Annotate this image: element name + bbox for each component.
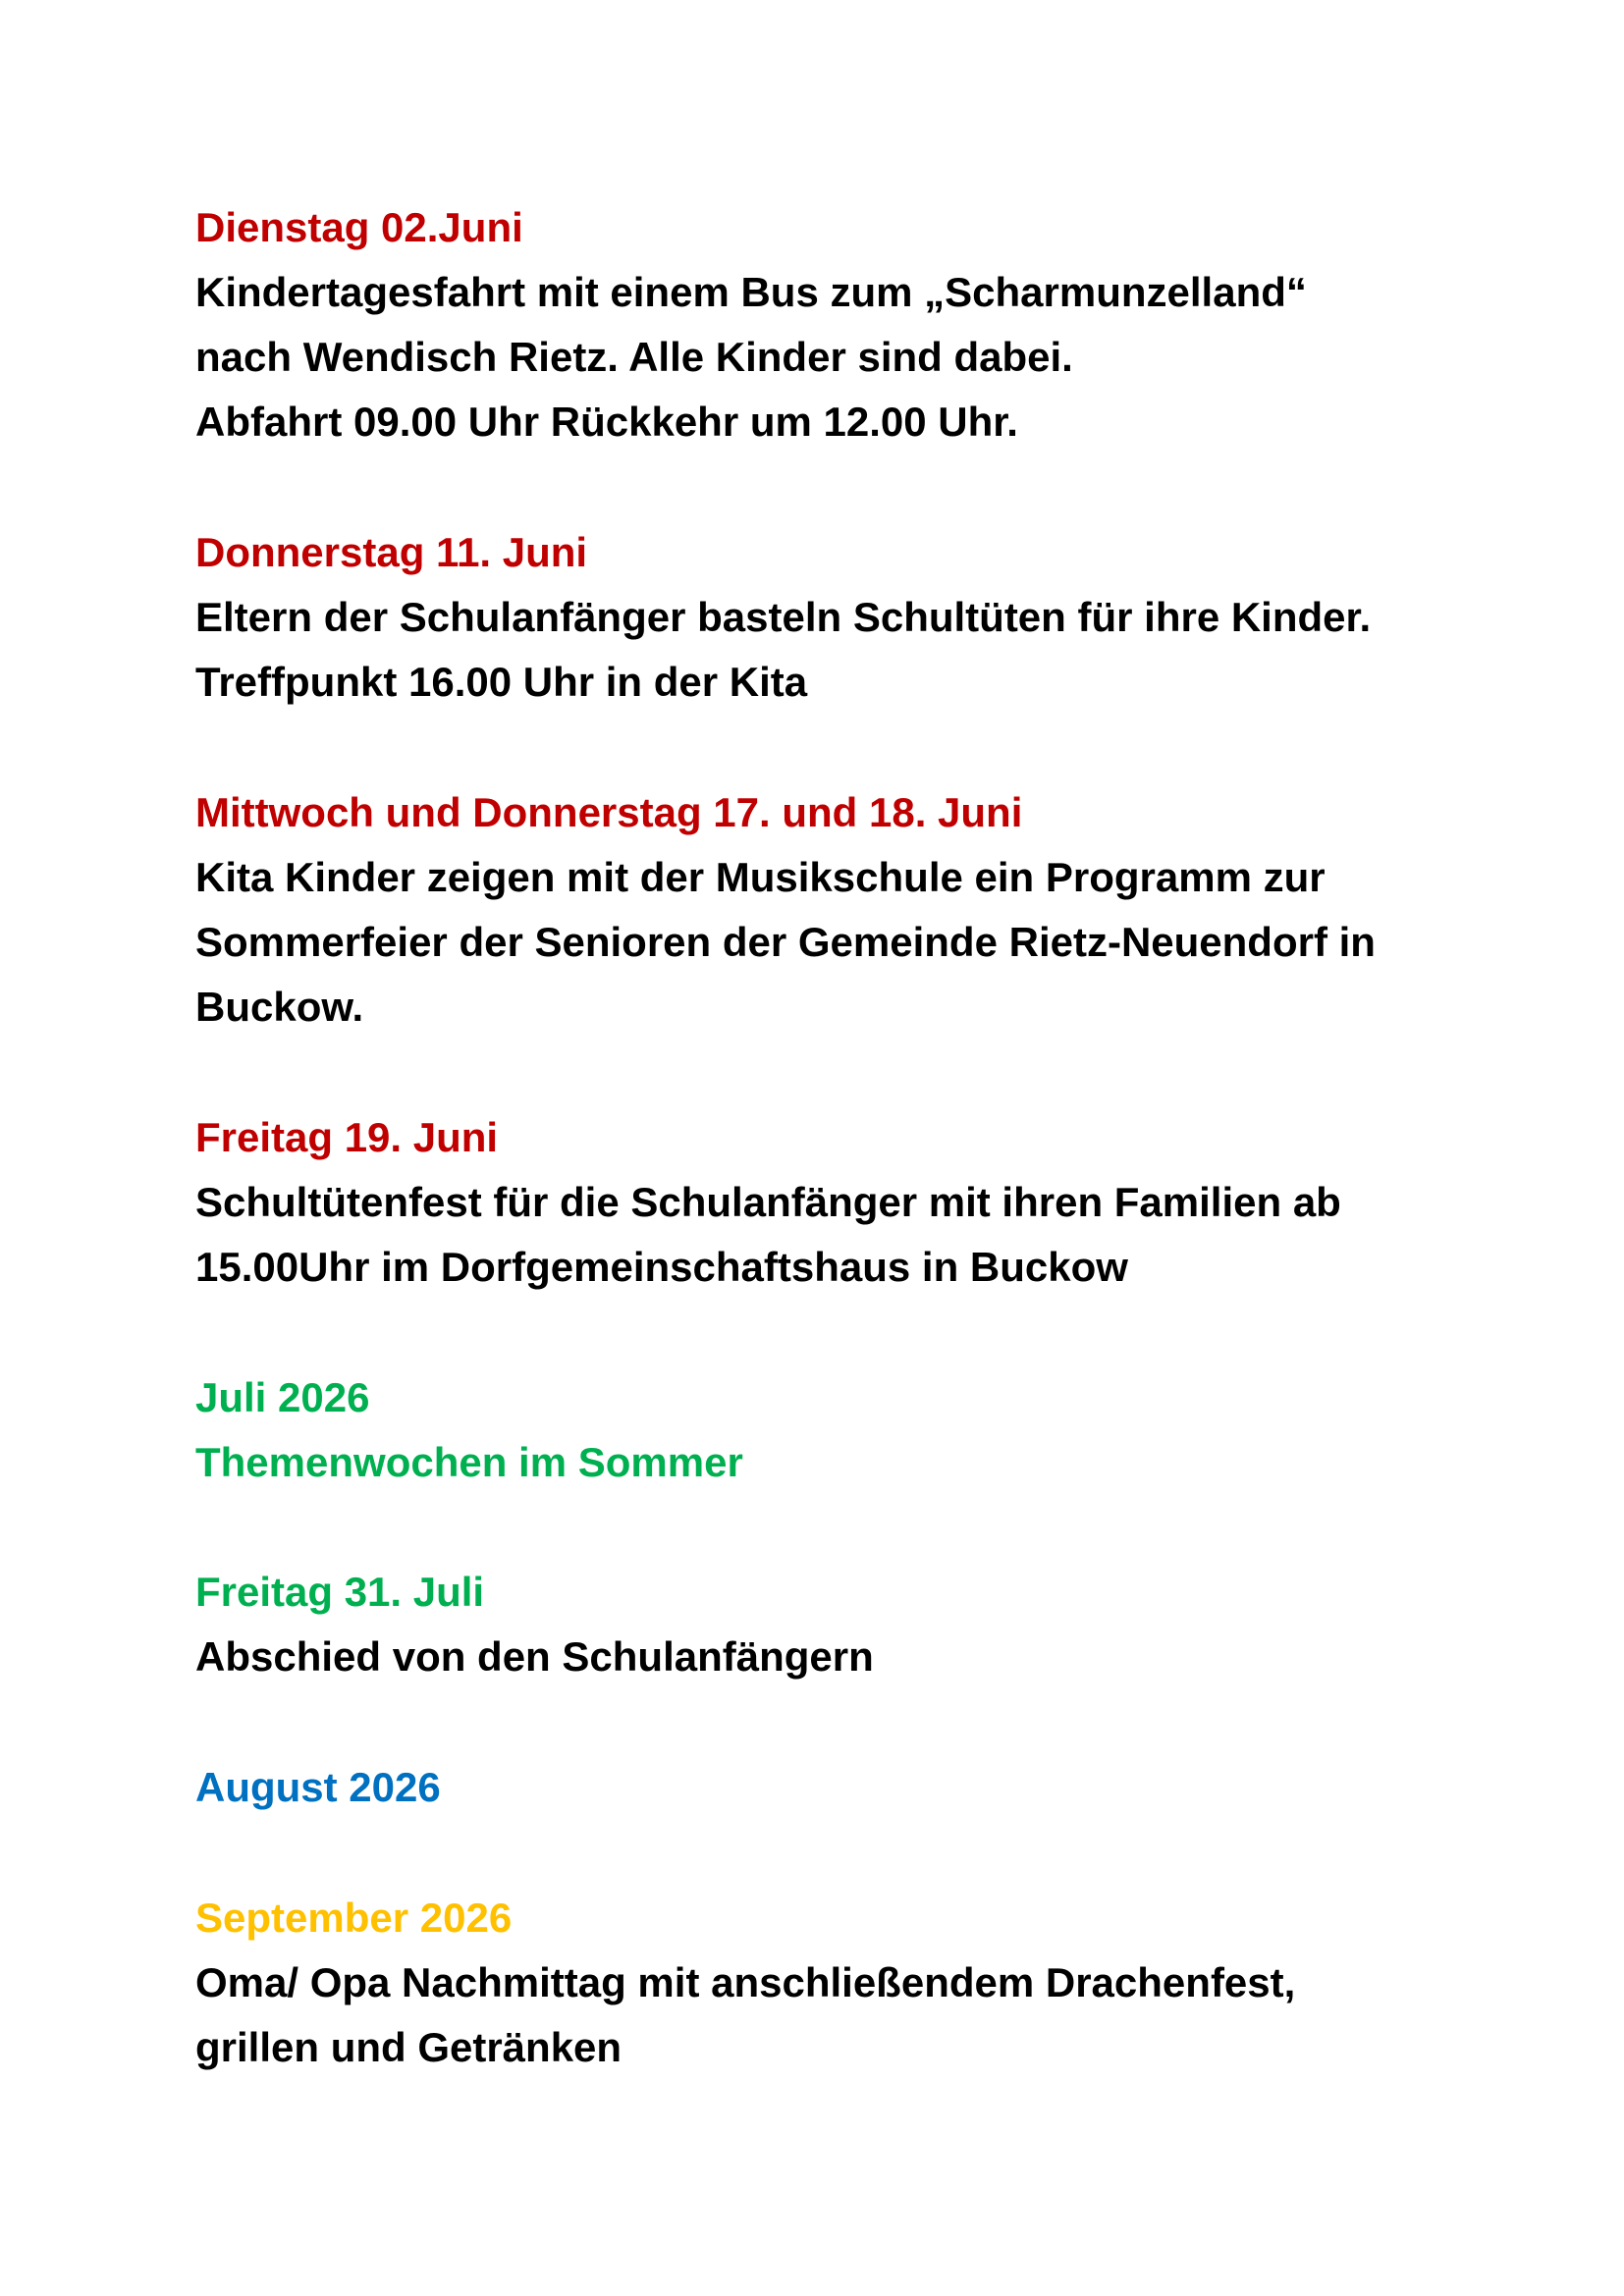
month-sub-heading: Themenwochen im Sommer: [195, 1439, 743, 1485]
event-description-line: Kindertagesfahrt mit einem Bus zum „Scharmunzelland“: [195, 269, 1307, 315]
month-heading: September 2026: [195, 1895, 513, 1941]
event-description-line: Buckow.: [195, 984, 364, 1030]
event-description-line: Sommerfeier der Senioren der Gemeinde Rietz-Neuendorf in: [195, 919, 1376, 965]
event-description-line: Abfahrt 09.00 Uhr Rückkehr um 12.00 Uhr.: [195, 399, 1018, 445]
event-description-line: Schultütenfest für die Schulanfänger mit ihren Familien ab: [195, 1179, 1341, 1225]
month-entry: [195, 1755, 1491, 1820]
event-description-line: grillen und Getränken: [195, 2024, 623, 2070]
event-heading: Donnerstag 11. Juni: [195, 529, 588, 575]
event-heading: Freitag 31. Juli: [195, 1569, 485, 1615]
month-entry: [195, 1886, 1491, 2080]
event-description-line: Abschied von den Schulanfängern: [195, 1633, 874, 1680]
event-entry: [195, 195, 1491, 454]
event-entry: [195, 520, 1491, 715]
month-entry: [195, 1365, 1491, 1495]
month-heading: August 2026: [195, 1764, 441, 1810]
event-description-line: Kita Kinder zeigen mit der Musikschule ein Programm zur: [195, 854, 1326, 900]
event-heading: Dienstag 02.Juni: [195, 204, 523, 250]
event-description-line: Treffpunkt 16.00 Uhr in der Kita: [195, 659, 808, 705]
event-entry: [195, 780, 1491, 1040]
event-description-line: Eltern der Schulanfänger basteln Schultüten für ihre Kinder.: [195, 594, 1372, 640]
event-entry: [195, 1560, 1491, 1689]
event-description-line: nach Wendisch Rietz. Alle Kinder sind dabei.: [195, 334, 1073, 380]
month-heading: Juli 2026: [195, 1374, 370, 1420]
event-entry: [195, 1105, 1491, 1300]
event-heading: Mittwoch und Donnerstag 17. und 18. Juni: [195, 789, 1023, 835]
event-description-line: 15.00Uhr im Dorfgemeinschaftshaus in Buckow: [195, 1244, 1128, 1290]
event-description-line: Oma/ Opa Nachmittag mit anschließendem Drachenfest,: [195, 1959, 1296, 2005]
event-heading: Freitag 19. Juni: [195, 1114, 499, 1160]
